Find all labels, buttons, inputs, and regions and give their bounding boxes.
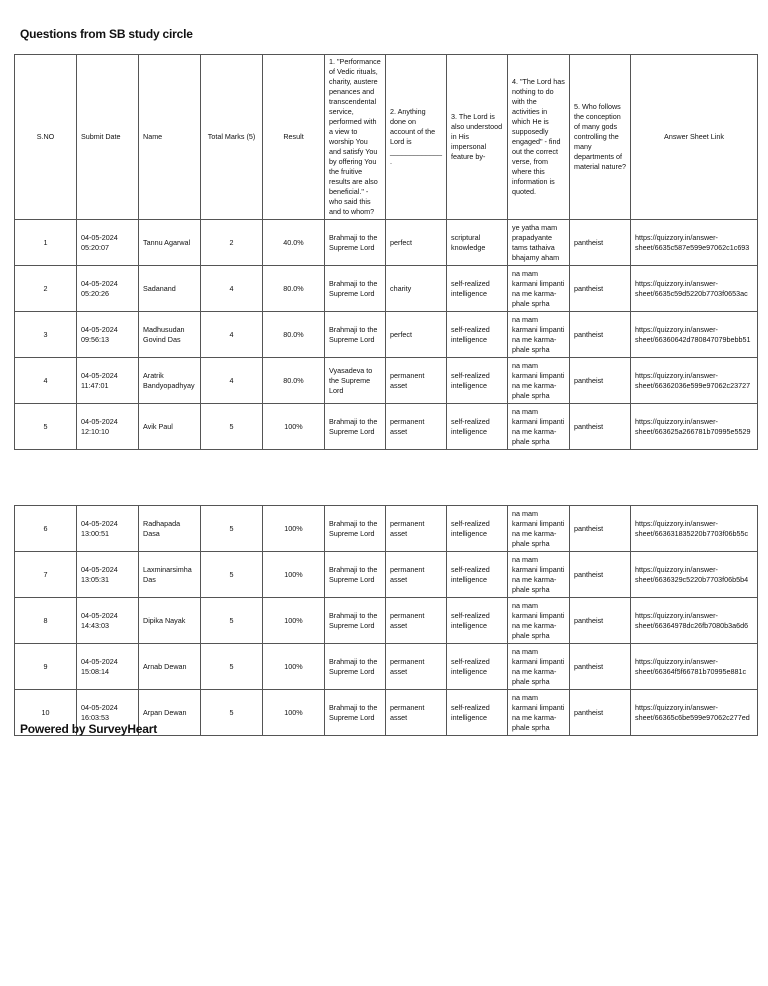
cell-sno: 9 [15,644,77,690]
cell-sno: 1 [15,220,77,266]
cell-sno: 6 [15,506,77,552]
cell-result: 100% [263,644,325,690]
cell-answer-4: na mam karmani limpanti na me karma-phale sprha [508,358,570,404]
cell-answer-1: Brahmaji to the Supreme Lord [325,312,386,358]
cell-answer-3: self-realized intelligence [447,552,508,598]
cell-answer-5: pantheist [570,404,631,450]
cell-sno: 8 [15,598,77,644]
cell-name: Madhusudan Govind Das [139,312,201,358]
table-header-row [15,55,758,220]
cell-answer-4: na mam karmani limpanti na me karma-phale sprha [508,598,570,644]
cell-submit-date: 04-05-2024 13:05:31 [77,552,139,598]
cell-submit-date: 04-05-2024 14:43:03 [77,598,139,644]
cell-answer-4: na mam karmani limpanti na me karma-phale sprha [508,552,570,598]
cell-sno: 10 [15,690,77,736]
cell-name: Arpan Dewan [139,690,201,736]
cell-answer-2: perfect [386,312,447,358]
cell-answer-3: self-realized intelligence [447,506,508,552]
cell-name: Avik Paul [139,404,201,450]
cell-answer-5: pantheist [570,266,631,312]
cell-submit-date: 04-05-2024 09:56:13 [77,312,139,358]
table-row [15,220,758,266]
cell-submit-date: 04-05-2024 05:20:07 [77,220,139,266]
cell-answer-2: permanent asset [386,404,447,450]
cell-name: Laxminarsimha Das [139,552,201,598]
cell-answer-4: na mam karmani limpanti na me karma-phale sprha [508,644,570,690]
table-row [15,404,758,450]
cell-submit-date: 04-05-2024 16:03:53 [77,690,139,736]
cell-answer-1: Brahmaji to the Supreme Lord [325,266,386,312]
cell-answer-3: self-realized intelligence [447,690,508,736]
cell-submit-date: 04-05-2024 13:00:51 [77,506,139,552]
table-row [15,552,758,598]
cell-name: Arnab Dewan [139,644,201,690]
header-question-4: 4. "The Lord has nothing to do with the activities in which He is supposedly engaged" - find out the correct verse, from where this information is quoted. [508,55,570,220]
cell-total-marks: 5 [201,404,263,450]
header-question-5: 5. Who follows the conception of many gods controlling the many departments of material nature? [570,55,631,220]
cell-submit-date: 04-05-2024 05:20:26 [77,266,139,312]
cell-answer-5: pantheist [570,644,631,690]
cell-answer-sheet-link[interactable]: https://quizzory.in/answer-sheet/6635c59d5220b7703f0653ac [631,266,758,312]
cell-answer-5: pantheist [570,598,631,644]
table-row [15,358,758,404]
cell-total-marks: 4 [201,266,263,312]
cell-result: 100% [263,404,325,450]
cell-answer-3: self-realized intelligence [447,644,508,690]
cell-name: Sadanand [139,266,201,312]
cell-answer-sheet-link[interactable]: https://quizzory.in/answer-sheet/6635c587e599e97062c1c693 [631,220,758,266]
cell-total-marks: 5 [201,598,263,644]
cell-result: 100% [263,598,325,644]
cell-result: 40.0% [263,220,325,266]
cell-answer-5: pantheist [570,506,631,552]
cell-answer-1: Brahmaji to the Supreme Lord [325,644,386,690]
page-title: Questions from SB study circle [20,27,193,41]
cell-answer-2: charity [386,266,447,312]
cell-answer-1: Brahmaji to the Supreme Lord [325,506,386,552]
cell-answer-5: pantheist [570,552,631,598]
cell-answer-3: self-realized intelligence [447,312,508,358]
cell-answer-1: Brahmaji to the Supreme Lord [325,552,386,598]
cell-answer-4: na mam karmani limpanti na me karma-phale sprha [508,312,570,358]
cell-answer-5: pantheist [570,690,631,736]
cell-result: 80.0% [263,266,325,312]
cell-answer-4: na mam karmani limpanti na me karma-phale sprha [508,266,570,312]
header-submit-date: Submit Date [77,55,139,220]
cell-answer-sheet-link[interactable]: https://quizzory.in/answer-sheet/66364f5f66781b70995e881c [631,644,758,690]
cell-answer-4: na mam karmani limpanti na me karma-phale sprha [508,690,570,736]
cell-answer-1: Brahmaji to the Supreme Lord [325,690,386,736]
cell-answer-3: self-realized intelligence [447,404,508,450]
cell-answer-3: self-realized intelligence [447,266,508,312]
cell-total-marks: 5 [201,690,263,736]
cell-answer-4: na mam karmani limpanti na me karma-phale sprha [508,404,570,450]
cell-answer-4: ye yatha mam prapadyante tams tathaiva bhajamy aham [508,220,570,266]
header-total-marks: Total Marks (5) [201,55,263,220]
cell-answer-2: perfect [386,220,447,266]
cell-answer-sheet-link[interactable]: https://quizzory.in/answer-sheet/66364978dc26fb7080b3a6d6 [631,598,758,644]
cell-answer-1: Brahmaji to the Supreme Lord [325,598,386,644]
cell-sno: 3 [15,312,77,358]
cell-answer-sheet-link[interactable]: https://quizzory.in/answer-sheet/6636329c5220b7703f06b5b4 [631,552,758,598]
cell-result: 80.0% [263,358,325,404]
cell-total-marks: 4 [201,358,263,404]
cell-answer-sheet-link[interactable]: https://quizzory.in/answer-sheet/663631835220b7703f06b55c [631,506,758,552]
cell-name: Radhapada Dasa [139,506,201,552]
cell-answer-3: self-realized intelligence [447,358,508,404]
cell-name: Tannu Agarwal [139,220,201,266]
cell-answer-sheet-link[interactable]: https://quizzory.in/answer-sheet/66362036e599e97062c23727 [631,358,758,404]
cell-total-marks: 4 [201,312,263,358]
cell-answer-2: permanent asset [386,644,447,690]
header-result: Result [263,55,325,220]
cell-submit-date: 04-05-2024 15:08:14 [77,644,139,690]
powered-by-footer: Powered by SurveyHeart [20,722,157,736]
header-answer-sheet-link: Answer Sheet Link [631,55,758,220]
cell-total-marks: 2 [201,220,263,266]
cell-name: Dipika Nayak [139,598,201,644]
cell-answer-2: permanent asset [386,690,447,736]
cell-answer-2: permanent asset [386,552,447,598]
cell-answer-2: permanent asset [386,506,447,552]
cell-answer-5: pantheist [570,312,631,358]
cell-result: 80.0% [263,312,325,358]
cell-answer-5: pantheist [570,220,631,266]
cell-answer-2: permanent asset [386,358,447,404]
table-row [15,598,758,644]
header-question-3: 3. The Lord is also understood in His impersonal feature by- [447,55,508,220]
cell-answer-3: scriptural knowledge [447,220,508,266]
header-question-2: 2. Anything done on account of the Lord is _____________. [386,55,447,220]
cell-answer-1: Brahmaji to the Supreme Lord [325,220,386,266]
header-sno: S.NO [15,55,77,220]
cell-result: 100% [263,690,325,736]
cell-total-marks: 5 [201,644,263,690]
cell-submit-date: 04-05-2024 12:10:10 [77,404,139,450]
header-name: Name [139,55,201,220]
cell-total-marks: 5 [201,552,263,598]
cell-answer-3: self-realized intelligence [447,598,508,644]
cell-result: 100% [263,506,325,552]
cell-answer-1: Vyasadeva to the Supreme Lord [325,358,386,404]
cell-answer-2: permanent asset [386,598,447,644]
cell-submit-date: 04-05-2024 11:47:01 [77,358,139,404]
cell-total-marks: 5 [201,506,263,552]
cell-sno: 7 [15,552,77,598]
cell-answer-sheet-link[interactable]: https://quizzory.in/answer-sheet/66365c6be599e97062c277ed [631,690,758,736]
results-table-page-1 [14,54,758,450]
cell-sno: 2 [15,266,77,312]
cell-sno: 4 [15,358,77,404]
cell-answer-1: Brahmaji to the Supreme Lord [325,404,386,450]
cell-answer-4: na mam karmani limpanti na me karma-phale sprha [508,506,570,552]
cell-answer-5: pantheist [570,358,631,404]
table-row [15,266,758,312]
cell-result: 100% [263,552,325,598]
table-row [15,506,758,552]
header-question-1: 1. "Performance of Vedic rituals, charity, austere penances and transcendental service, performed with a view to worship You and satisfy You by offering You the fruitive results are also beneficial." - who said this and to whom? [325,55,386,220]
cell-answer-sheet-link[interactable]: https://quizzory.in/answer-sheet/663625a266781b70995e5529 [631,404,758,450]
table-row [15,644,758,690]
cell-name: Aratrik Bandyopadhyay [139,358,201,404]
cell-answer-sheet-link[interactable]: https://quizzory.in/answer-sheet/66360642d780847079bebb51 [631,312,758,358]
results-table-page-2 [14,505,758,736]
cell-sno: 5 [15,404,77,450]
table-row [15,312,758,358]
